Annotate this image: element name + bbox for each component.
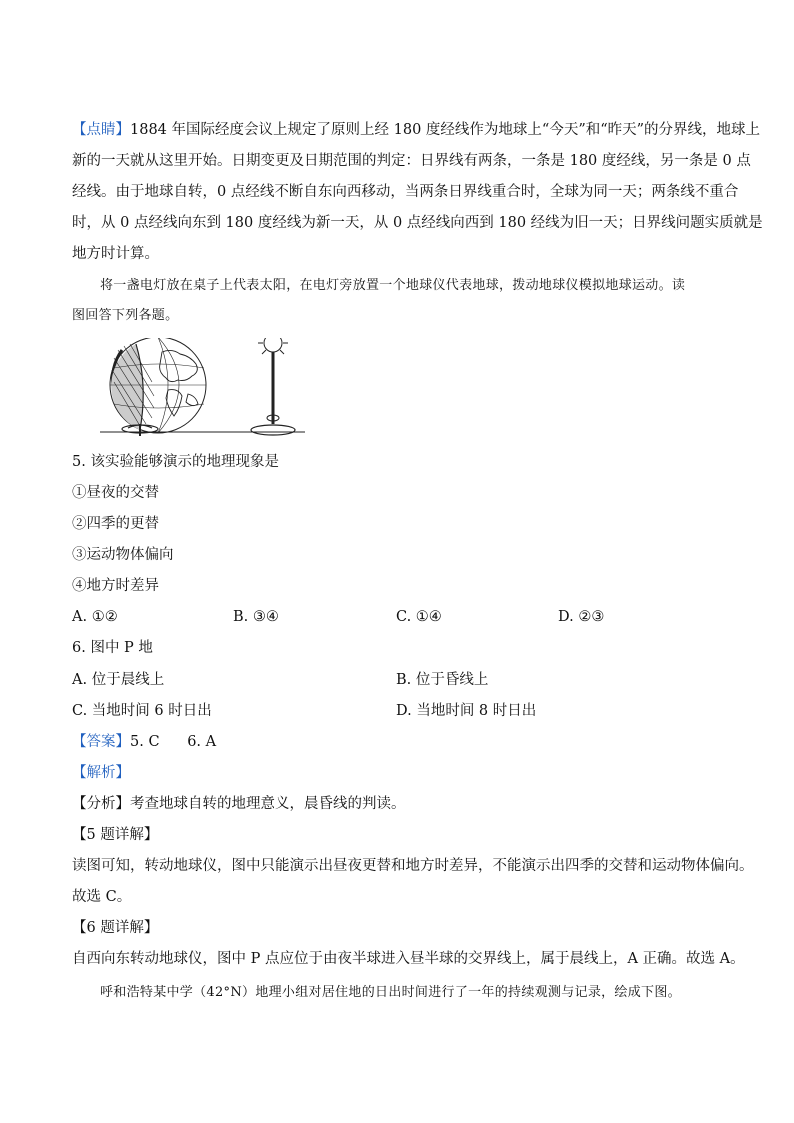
answer-tag: 【答案】	[72, 734, 130, 750]
d6-text: 自西向东转动地球仪，图中 P 点应位于由夜半球进入昼半球的交界线上，属于晨线上，A 正确。故选 A。	[72, 951, 745, 967]
q5-option-d: D. ②③	[558, 609, 605, 625]
dianjing-tag: 【点睛】	[72, 122, 130, 138]
globe-icon	[110, 338, 206, 436]
fenxi-line	[72, 794, 744, 814]
dianjing-line-2: 新的一天就从这里开始。日期变更及日期范围的判定：日界线有两条，一条是 180 度经线，另一条是 0 点	[72, 153, 751, 169]
q5-option-a: A. ①②	[72, 609, 118, 625]
dianjing-line-1	[72, 120, 761, 140]
dianjing-line-5: 地方时计算。	[72, 246, 159, 262]
dianjing-text-1: 1884 年国际经度会议上规定了原则上经 180 度经线作为地球上“今天”和“昨天”的分界线，地球上	[130, 122, 761, 138]
dianjing-line-4: 时，从 0 点经线向东到 180 度经线为新一天，从 0 点经线向西到 180 经线为旧一天；日界线问题实质就是	[72, 215, 763, 231]
next-question-intro: 呼和浩特某中学（42°N）地理小组对居住地的日出时间进行了一年的持续观测与记录，绘成下图。	[100, 985, 681, 1000]
d5-tag: 【5 题详解】	[72, 827, 159, 843]
q6-option-c: C. 当地时间 6 时日出	[72, 703, 212, 719]
answer-line	[72, 732, 744, 752]
q5-option-c: C. ①④	[396, 609, 442, 625]
q5-option-b: B. ③④	[233, 609, 279, 625]
fenxi-text: 考查地球自转的地理意义，晨昏线的判读。	[130, 796, 406, 812]
answer-text: 5. C 6. A	[130, 734, 217, 750]
q5-item-2: ②四季的更替	[72, 516, 159, 532]
d5-line-2: 故选 C。	[72, 889, 132, 905]
jiexi-tag: 【解析】	[72, 765, 130, 781]
intro-line-2: 图回答下列各题。	[72, 308, 179, 323]
d6-tag: 【6 题详解】	[72, 920, 159, 936]
d5-line-1: 读图可知，转动地球仪，图中只能演示出昼夜更替和地方时差异，不能演示出四季的交替和运动物体偏向。	[72, 858, 754, 874]
fenxi-tag: 【分析】	[72, 796, 130, 812]
q6-option-a: A. 位于晨线上	[72, 672, 165, 688]
dianjing-line-3: 经线。由于地球自转，0 点经线不断自东向西移动，当两条日界线重合时，全球为同一天；两条线不重合	[72, 184, 739, 200]
experiment-figure	[100, 338, 310, 436]
intro-line-1: 将一盏电灯放在桌子上代表太阳，在电灯旁放置一个地球仪代表地球，拨动地球仪模拟地球运动。读	[100, 278, 686, 293]
q6-option-b: B. 位于昏线上	[396, 672, 489, 688]
q5-item-1: ①昼夜的交替	[72, 485, 159, 501]
q6-stem: 6. 图中 P 地	[72, 640, 153, 656]
q6-option-d: D. 当地时间 8 时日出	[396, 703, 537, 719]
q5-stem: 5. 该实验能够演示的地理现象是	[72, 454, 279, 470]
q5-item-4: ④地方时差异	[72, 578, 159, 594]
q5-item-3: ③运动物体偏向	[72, 547, 174, 563]
